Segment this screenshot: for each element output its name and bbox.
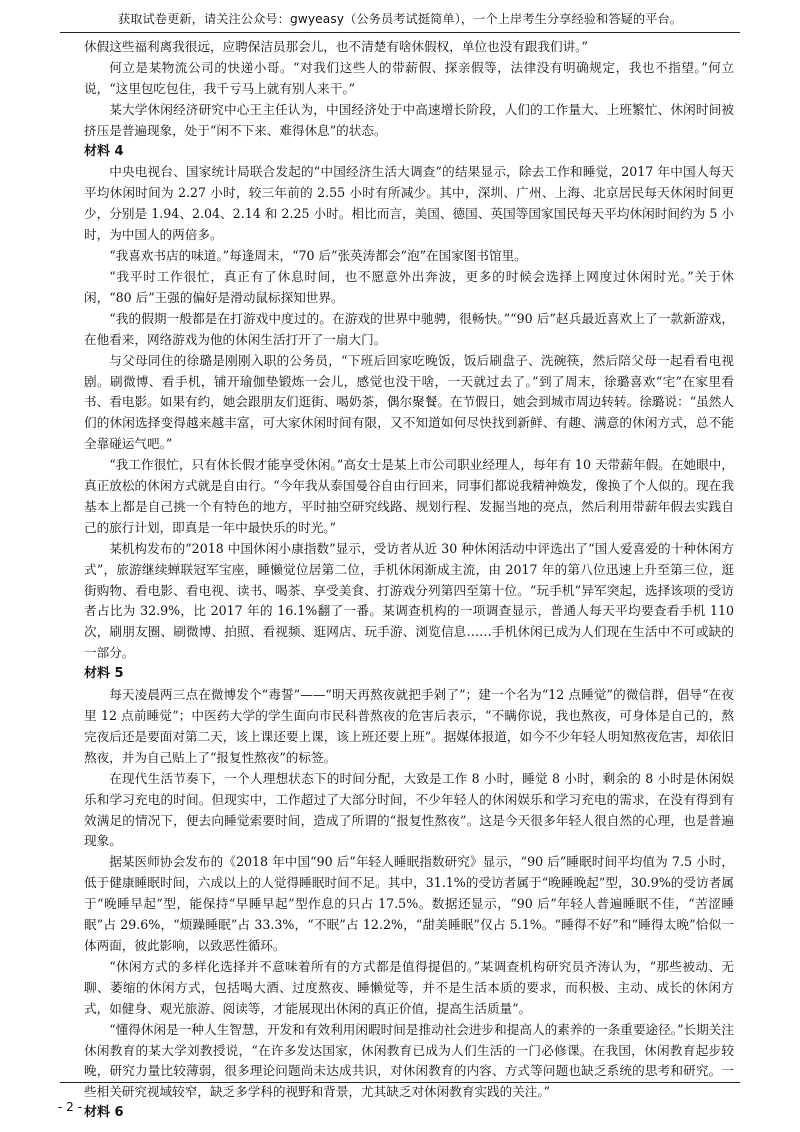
header-divider: [60, 32, 740, 33]
paragraph: “休闲方式的多样化选择并不意味着所有的方式都是值得提倡的。”某调查机构研究员齐涛认为，“那些被动、无聊、萎缩的休闲方式，包括喝大酒、过度熬夜、睡懒觉等，并不是生活本质的要求，而积极、主动、成长的休闲方式，如健身、观光旅游、阅读等，才能展现出休闲的真正价值，提高生活质量”。: [84, 958, 734, 1016]
material-4-heading: 材料 4: [84, 143, 124, 159]
paragraph: 在现代生活节奏下，一个人理想状态下的时间分配，大致是工作 8 小时，睡觉 8 小时，剩余的 8 小时是休闲娱乐和学习充电的时间。但现实中，工作超过了大部分时间，不少年轻人的休闲娱乐和学习充电的需求，在没有得到有效满足的情况下，便去向睡觉索要时间，造成了所谓的“报复性熬夜”。这是今天很多年轻人很自然的心理，也是普遍现象。: [84, 770, 734, 849]
paragraph: 某大学休闲经济研究中心王主任认为，中国经济处于中高速增长阶段，人们的工作量大、上班繁忙、休闲时间被挤压是普遍现象，处于“闲不下来、难得休息”的状态。: [84, 101, 734, 138]
document-body: [84, 37, 734, 1124]
paragraph: 休假这些福利离我很远，应聘保洁员那会儿，也不清楚有啥休假权，单位也没有跟我们讲。”: [84, 39, 588, 54]
page-header-notice: 获取试卷更新，请关注公众号：gwyeasy（公务员考试挺简单），一个上岸考生分享经验和答疑的平台。: [117, 12, 683, 26]
material-5-heading: 材料 5: [84, 666, 124, 682]
paragraph: 某机构发布的“2018 中国休闲小康指数”显示，受访者从近 30 种休闲活动中评选出了“国人爱喜爱的十种休闲方式”，旅游继续蝉联冠军宝座，睡懒觉位居第二位，手机休闲渐成主流，由 2017 年的第八位迅速上升至第三位，逛街购物、看电影、看电视、读书、喝茶、享受美食、打游戏分列第四至第十位。“玩手机”异军突起，选择该项的受访者占比为 32.9%，比 2017 年的 16.1%翻了一番。某调查机构的一项调查显示，普通人每天平均要查看手机 110 次，刷朋友圈、刷微博、拍照、看视频、逛网店、玩手游、浏览信息……手机休闲已成为人们现在生活中不可或缺的一部分。: [84, 540, 734, 661]
material-6-heading: 材料 6: [84, 1105, 124, 1121]
paragraph: 据某医师协会发布的《2018 年中国“90 后”年轻人睡眠指数研究》显示，“90 后”睡眠时间平均值为 7.5 小时，低于健康睡眠时间，六成以上的人觉得睡眠时间不足。其中，31.1%的受访者属于“晚睡晚起”型，30.9%的受访者属于“晚睡早起”型，能保持“早睡早起”型作息的只占 17.5%。数据还显示，“90 后”年轻人普遍睡眠不佳，“苦涩睡眠”占 29.6%，“烦躁睡眠”占 33.3%，“不眠”占 12.2%，“甜美睡眠”仅占 5.1%。“睡得不好”和“睡得太晚”恰似一体两面，彼此影响，以致恶性循环。: [84, 854, 734, 953]
paragraph: “我喜欢书店的味道。”每逢周末，“70 后”张英涛都会“泡”在国家图书馆里。: [109, 248, 527, 264]
page-number: - 2 -: [58, 1100, 82, 1114]
paragraph: “我的假期一般都是在打游戏中度过的。在游戏的世界中驰骋，很畅快。”“90 后”赵兵最近喜欢上了一款新游戏，在他看来，网络游戏为他的休闲生活打开了一扇大门。: [84, 310, 734, 347]
paragraph: “懂得休闲是一种人生智慧，开发和有效利用闲暇时间是推动社会进步和提高人的素养的一条重要途径。”长期关注休闲教育的某大学刘教授说，“在许多发达国家，休闲教育已成为人们生活的一门必修课。在我国，休闲教育起步较晚，研究力量比较薄弱，很多理论问题尚未达成共识，对休闲教育的内容、方式等问题也缺乏系统的思考和研究。一些相关研究视域较窄，缺乏多学科的视野和背景，尤其缺乏对休闲教育实践的关注。”: [84, 1021, 734, 1100]
paragraph: “我工作很忙，只有休长假才能享受休闲。”高女士是某上市公司职业经理人，每年有 10 天带薪年假。在她眼中，真正放松的休闲方式就是自由行。“今年我从泰国曼谷自由行回来，同事们都说我精神焕发，像换了个人似的。现在我基本上都是自己挑一个有特色的地方，平时抽空研究线路、规划行程、发掘当地的亮点，然后利用带薪年假去实践自己的旅行计划，即真是一年中最快乐的时光。”: [84, 457, 734, 535]
paragraph: 与父母同住的徐璐是刚刚入职的公务员，“下班后回家吃晚饭，饭后刷盘子、洗碗筷，然后陪父母一起看看电视剧。刷微博、看手机，铺开瑜伽垫锻炼一会儿，感觉也没干啥，一天就过去了。”到了周末，徐璐喜欢“宅”在家里看书、看电影。如果有约，她会跟朋友们逛街、喝奶茶，偶尔聚餐。在节假日，她会到城市周边转转。徐璐说：“虽然人们的休闲选择变得越来越丰富，可大家休闲时间有限，又不知道如何尽快找到新鲜、有趣、满意的休闲方式，总不能全靠碰运气吧。”: [84, 352, 734, 452]
paragraph: 中央电视台、国家统计局联合发起的“中国经济生活大调查”的结果显示，除去工作和睡觉，2017 年中国人每天平均休闲时间为 2.27 小时，较三年前的 2.55 小时有所减少。其中，深圳、广州、上海、北京居民每天休闲时间更少，分别是 1.94、2.04、2.14 和 2.25 小时。相比而言，美国、德国、英国等国家国民每天平均休闲时间约为 5 小时，为中国人的两倍多。: [84, 164, 734, 243]
footer-divider: [60, 1082, 740, 1083]
paragraph: “我平时工作很忙，真正有了休息时间，也不愿意外出奔波，更多的时候会选择上网度过休闲时光。”关于休闲，“80 后”王强的偏好是滑动鼠标探知世界。: [84, 268, 734, 305]
paragraph: 每天凌晨两三点在微博发个“毒誓”——“明天再熬夜就把手剁了”；建一个名为“12 点睡觉”的微信群，倡导“在夜里 12 点前睡觉”；中医药大学的学生面向市民科普熬夜的危害后表示，“不瞒你说，我也熬夜，可身体是自己的，熬完夜后还是要面对第二天，该上课还要上课，该上班还要上班”。据媒体报道，如今不少年轻人明知熬夜危害，却依旧熬夜，并为自己贴上了“报复性熬夜”的标签。: [84, 687, 734, 765]
paragraph: 何立是某物流公司的快递小哥。“对我们这些人的带薪假、探亲假等，法律没有明确规定，我也不指望。”何立说，“这里包吃包住，我千亏马上就有别人来干。”: [84, 59, 734, 96]
